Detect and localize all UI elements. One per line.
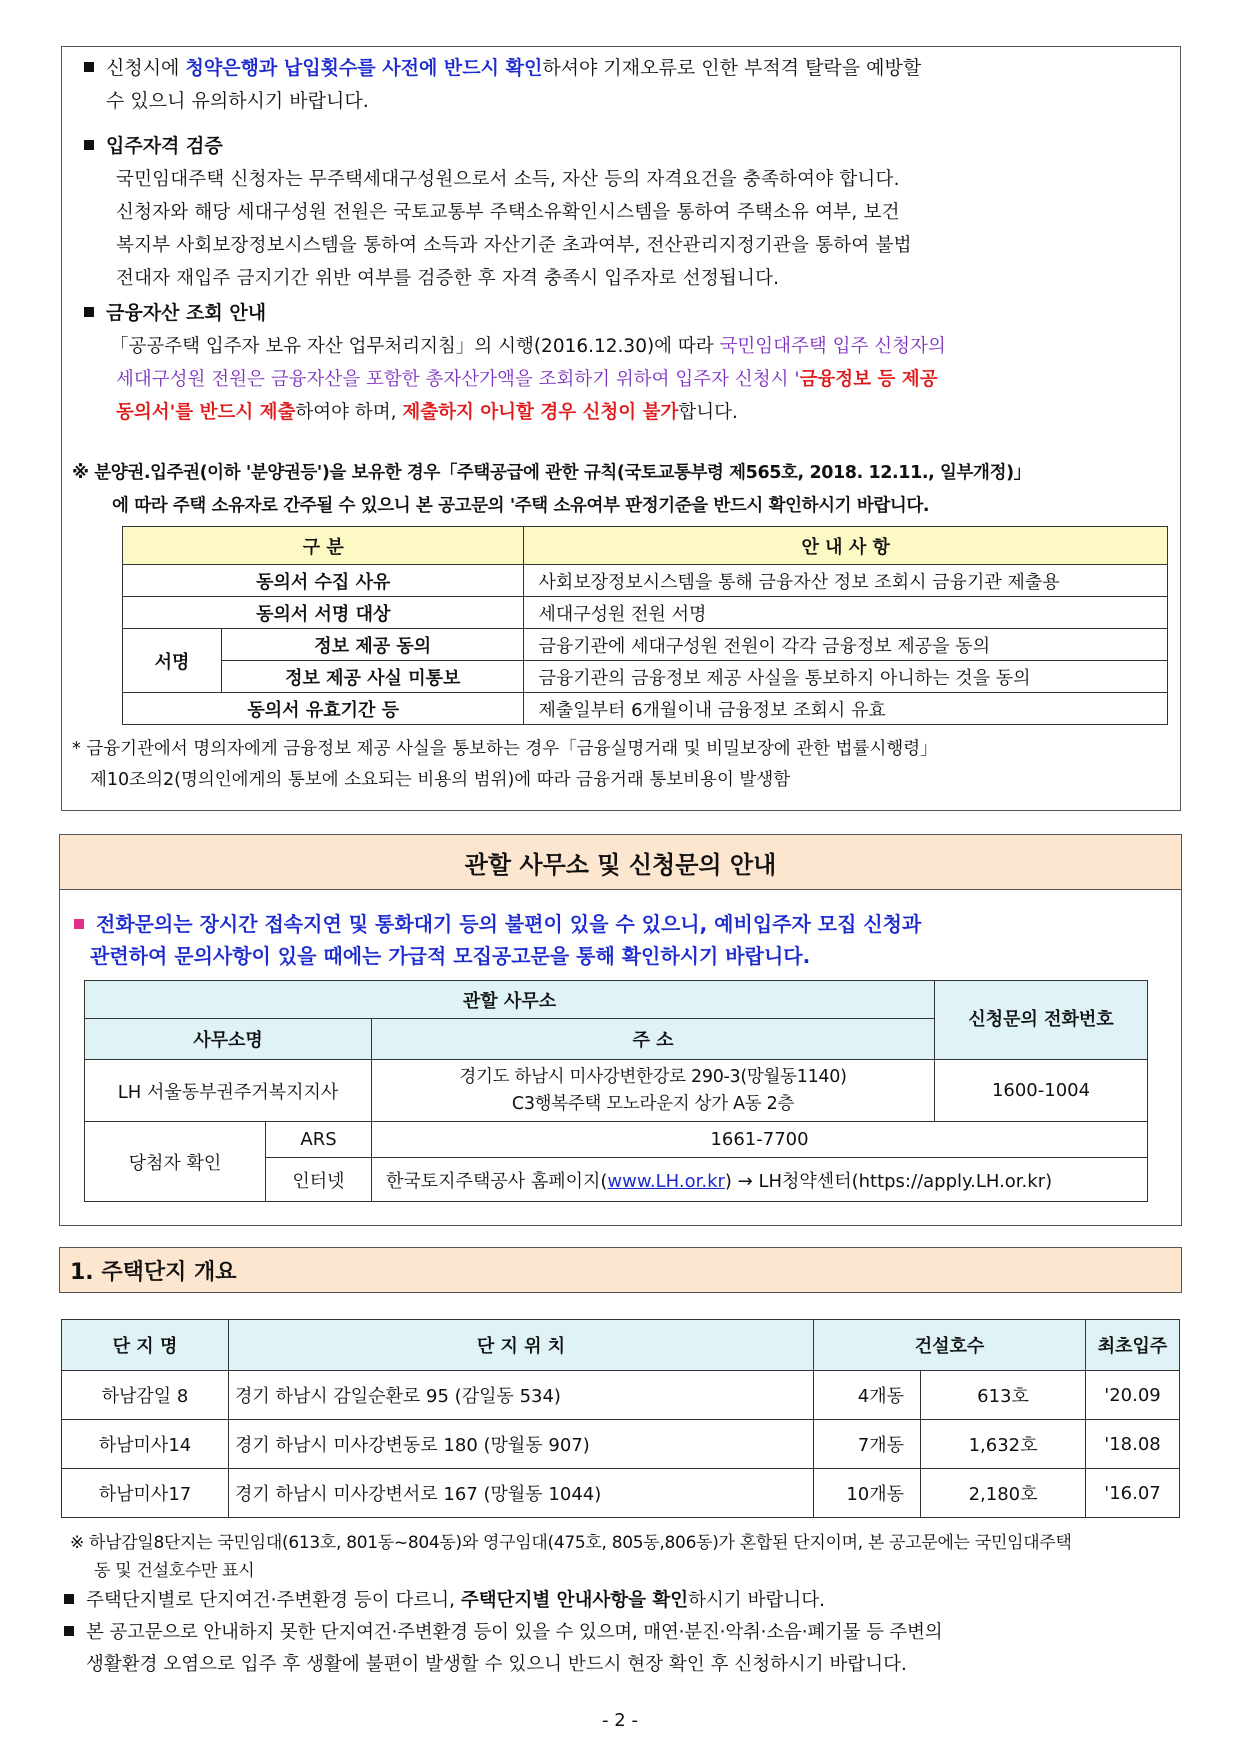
complex-table: 단 지 명 단 지 위 치 건설호수 최초입주 하남감일 8 경기 하남시 감일순환로 95 (감일동 534) 4개동 613호 '20.09 하남미사14 경기 하남시 미사강변동로 180 (망월동 907) 7개동 1,632호 '18.08 하남미사17 경기 하남시 미사강변서로 167 (망월동 1044) 10개동 2,180호 '16.07 bbox=[61, 1319, 1180, 1518]
phone-inquiry-notice: 전화문의는 장시간 접속지연 및 통화대기 등의 불편이 있을 수 있으니, 예비입주자 모집 신청과 관련하여 문의사항이 있을 때에는 가급적 모집공고문을 통해 확인하시기 바랍니다. bbox=[74, 908, 1174, 972]
office-section-title: 관할 사무소 및 신청문의 안내 bbox=[59, 834, 1182, 890]
table-row: 하남미사14 경기 하남시 미사강변동로 180 (망월동 907) 7개동 1,632호 '18.08 bbox=[62, 1420, 1180, 1469]
bullet-icon bbox=[64, 1594, 74, 1604]
financial-heading: 금융자산 조회 안내 bbox=[106, 302, 267, 324]
bullet-icon bbox=[64, 1626, 74, 1636]
bullet-icon bbox=[84, 140, 94, 150]
table-row: 하남감일 8 경기 하남시 감일순환로 95 (감일동 534) 4개동 613호 '20.09 bbox=[62, 1371, 1180, 1420]
ars-number: 1661-7700 bbox=[372, 1122, 1148, 1158]
bullet-icon bbox=[84, 307, 94, 317]
bullet-icon bbox=[74, 919, 84, 929]
office-table: 관할 사무소 신청문의 전화번호 사무소명 주 소 LH 서울동부권주거복지지사 경기도 하남시 미사강변한강로 290-3(망월동1140) C3행복주택 모노라운지 상가 A동 2층 1600-1004 당첨자 확인 ARS 1661-7700 인터넷 한국토지주택공사 홈페이지(www.LH.or.kr) → LH청약센터(https://apply.LH.or.kr) bbox=[84, 980, 1148, 1202]
complex-bullets: 주택단지별로 단지여건·주변환경 등이 다르니, 주택단지별 안내사항을 확인하시기 바랍니다. 본 공고문으로 안내하지 못한 단지여건·주변환경 등이 있을 수 있으며, 매연·분진·악취·소음·폐기물 등 주변의 생활환경 오염으로 입주 후 생활에 불편이 발생할 수 있으니 반드시 현장 확인 후 신청하시기 바랍니다. bbox=[64, 1585, 1179, 1681]
complex-section-title: 1. 주택단지 개요 bbox=[59, 1247, 1182, 1293]
complex-note: ※ 하남감일8단지는 국민임대(613호, 801동~804동)와 영구임대(475호, 805동,806동)가 혼합된 단지이며, 본 공고문에는 국민임대주택 동 및 건설호수만 표시 bbox=[70, 1533, 1072, 1581]
check-bank-notice: 신청시에 청약은행과 납입횟수를 사전에 반드시 확인하셔야 기재오류로 인한 부적격 탈락을 예방할 수 있으니 유의하시기 바랍니다. bbox=[84, 52, 1174, 118]
table-row: 하남미사17 경기 하남시 미사강변서로 167 (망월동 1044) 10개동 2,180호 '16.07 bbox=[62, 1469, 1180, 1518]
consent-table: 구 분 안 내 사 항 동의서 수집 사유 사회보장정보시스템을 통해 금융자산 정보 조회시 금융기관 제출용 동의서 서명 대상 세대구성원 전원 서명 서명 정보 제공 동의 금융기관에 세대구성원 전원이 각각 금융정보 제공을 동의 정보 제공 사실 미통보 금융기관의 금융정보 제공 사실을 통보하지 아니하는 것을 동의 동의서 유효기간 등 제출일부터 6개월이내 금융정보 조회시 유효 bbox=[122, 526, 1168, 725]
ownership-note: ※ 분양권.입주권(이하 '분양권등')을 보유한 경우「주택공급에 관한 규칙(국토교통부령 제565호, 2018. 12.11., 일부개정)」 에 따라 주택 소유자로 간주될 수 있으니 본 공고문의 '주택 소유여부 판정기준을 반드시 확인하시기 바랍니다. bbox=[72, 463, 1031, 516]
office-phone: 1600-1004 bbox=[935, 1060, 1148, 1122]
eligibility-section: 입주자격 검증 국민임대주택 신청자는 무주택세대구성원으로서 소득, 자산 등의 자격요건을 충족하여야 합니다. 신청자와 해당 세대구성원 전원은 국토교통부 주택소유확인시스템을 통하여 주택소유 여부, 보건 복지부 사회보장정보시스템을 통하여 소득과 자산기준 초과여부, 전산관리지정기관을 통하여 불법 전대자 재입주 금지기간 위반 여부를 검증한 후 자격 충족시 입주자로 선정됩니다. bbox=[84, 130, 1174, 295]
eligibility-heading: 입주자격 검증 bbox=[106, 135, 223, 157]
bullet-icon bbox=[84, 62, 94, 72]
office-name: LH 서울동부권주거복지지사 bbox=[85, 1060, 372, 1122]
lh-homepage-link[interactable]: www.LH.or.kr bbox=[607, 1170, 725, 1192]
page-number: - 2 - bbox=[602, 1710, 638, 1731]
financial-asset-section: 금융자산 조회 안내 「공공주택 입주자 보유 자산 업무처리지침」의 시행(2016.12.30)에 따라 국민임대주택 입주 신청자의 세대구성원 전원은 금융자산을 포함한 총자산가액을 조회하기 위하여 입주자 신청시 '금융정보 등 제공 동의서'를 반드시 제출하여야 하며, 제출하지 아니할 경우 신청이 불가합니다. bbox=[84, 297, 1174, 429]
table-footnote: * 금융기관에서 명의자에게 금융정보 제공 사실을 통보하는 경우「금융실명거래 및 비밀보장에 관한 법률시행령」 제10조의2(명의인에게의 통보에 소요되는 비용의 범위)에 따라 금융거래 통보비용이 발생함 bbox=[72, 739, 938, 790]
